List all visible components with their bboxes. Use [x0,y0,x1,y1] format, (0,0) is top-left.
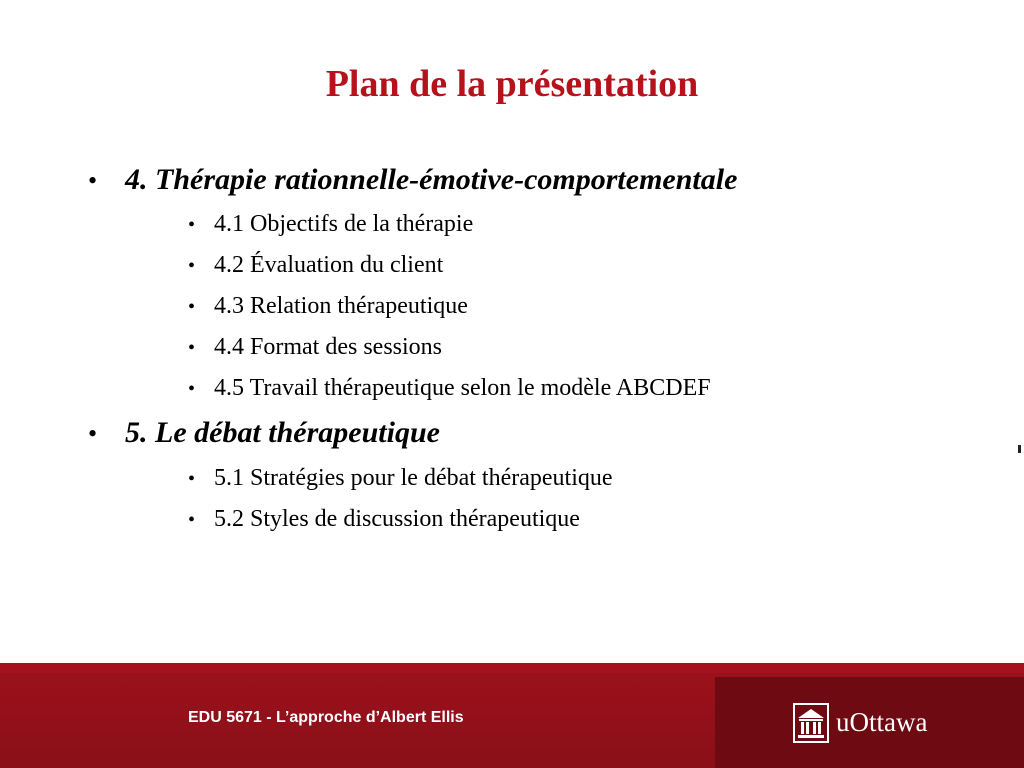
list-item [188,252,443,279]
stray-mark [1018,445,1021,453]
section-4-label: 4. Thérapie rationnelle-émotive-comportementale [125,163,738,196]
bullet: • [88,419,98,448]
sub-bullet: • [188,509,196,531]
section-5-label: 5. Le débat thérapeutique [125,416,440,449]
sub-bullet: • [188,296,196,318]
list-item [188,506,580,533]
list-item [188,334,442,361]
outline-item-section-5 [88,416,440,450]
list-item-label: 4.2 Évaluation du client [214,252,444,278]
logo-wordmark: uOttawa [836,707,928,737]
sub-bullet: • [188,468,196,490]
sub-bullet: • [188,337,196,359]
sub-bullet: • [188,378,196,400]
sub-bullet: • [188,255,196,277]
list-item [188,375,711,402]
slide-title: Plan de la présentation [325,63,699,105]
list-item [188,293,468,320]
university-building-icon [793,703,829,743]
list-item-label: 4.5 Travail thérapeutique selon le modèle ABCDEF [214,375,711,401]
footer-top-stripe [0,663,1024,673]
list-item-label: 5.1 Stratégies pour le débat thérapeutique [214,465,613,491]
list-item-label: 5.2 Styles de discussion thérapeutique [214,506,580,532]
list-item-label: 4.1 Objectifs de la thérapie [214,211,474,237]
bullet: • [88,166,98,195]
list-item [188,211,473,238]
outline-item-section-4 [88,163,737,197]
sub-bullet: • [188,214,196,236]
list-item-label: 4.4 Format des sessions [214,334,442,360]
footer-band [0,663,1024,768]
list-item-label: 4.3 Relation thérapeutique [214,293,468,319]
list-item [188,465,613,492]
uottawa-logo [793,703,958,747]
footer-course-title: EDU 5671 - L’approche d’Albert Ellis [188,709,464,726]
